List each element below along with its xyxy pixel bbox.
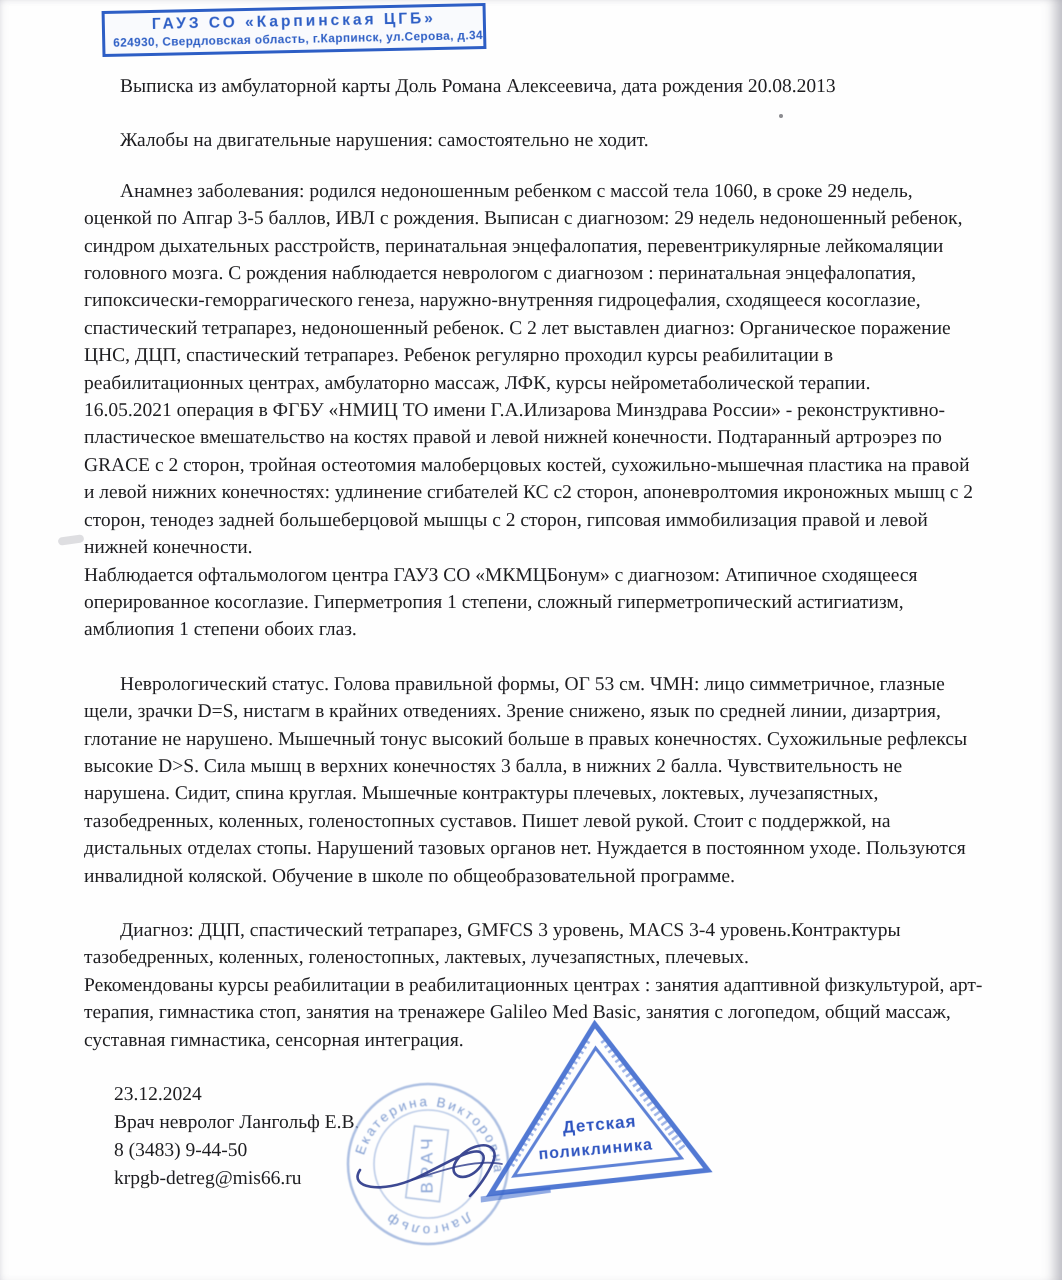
scan-artifact-dot [779,114,783,118]
scan-artifact-smudge [58,534,85,546]
triangle-polyclinic-stamp [475,1014,722,1222]
round-stamp-bottom-arc-text: Лангольф [381,1209,475,1239]
triangle-stamp-line1: Детская [561,1111,638,1138]
round-stamp-center-text: ВРАЧ [417,1134,437,1194]
ophthalmology-paragraph: Наблюдается офтальмологом центра ГАУЗ СО «МКМЦБонум» с диагнозом: Атипичное сходящееся оперированное косоглазие. Гиперметропия 1 степени, сложный гиперметропический астигиатизм, амблиопия 1 степени обоих глаз. [84,564,918,641]
recommendations-paragraph: Рекомендованы курсы реабилитации в реабилитационных центрах : занятия адаптивной физкультурой, арт-терапия, гимнастика стоп, занятия на тренажере Galileo Med Basic, занятия с логопедом, общий массаж, суставная гимнастика, сенсорная интеграция. [84,974,983,1051]
clinic-header-stamp [102,3,487,57]
document-date: 23.12.2024 [114,1084,202,1105]
anamnesis-paragraph: Анамнез заболевания: родился недоношенным ребенком с массой тела 1060, в сроке 29 недель, оценкой по Апгар 3-5 баллов, ИВЛ с рождения. Выписан с диагнозом: 29 недель недоношенный ребенок, синдром дыхательных расстройств, перинатальная энцефалопатия, перевентрикулярные лейкомаляции головного мозга. С рождения наблюдается неврологом с диагнозом : перинатальная энцефалопатия, гипоксически-геморрагического генеза, наружно-внутренняя гидроцефалия, сходящееся косоглазие, спастический тетрапарез, недоношенный ребенок. С 2 лет выставлен диагноз: Органическое поражение ЦНС, ДЦП, спастический тетрапарез. Ребенок регулярно проходил курсы реабилитации в реабилитационных центрах, амбулаторно массаж, ЛФК, курсы нейрометаболической терапии. [84,180,963,394]
document-title: Выписка из амбулаторной карты Доль Романа Алексеевича, дата рождения 20.08.2013 [120,76,836,97]
clinic-name: ГАУЗ СО «Карпинская ЦГБ» [151,10,437,33]
doctor-name: Врач невролог Лангольф Е.В. [114,1112,360,1133]
svg-text:Лангольф [382,1209,475,1238]
triangle-stamp-line2: поликлиника [537,1136,654,1164]
diagnosis-paragraph: Диагноз: ДЦП, спастический тетрапарез, GMFCS 3 уровень, MACS 3-4 уровень.Контрактуры тазобедренных, коленных, голеностопных, лактевых, лучезапястных, плечевых. [84,919,901,969]
phone-number: 8 (3483) 9-44-50 [114,1140,248,1161]
neuro-status-paragraph: Неврологический статус. Голова правильной формы, ОГ 53 см. ЧМН: лицо симметричное, глазные щели, зрачки D=S, нистагм в крайних отведениях. Зрение снижено, язык по средней линии, дизартрия, глотание не нарушено. Мышечный тонус высокий больше в правых конечностях. Сухожильные рефлексы высокие D>S. Сила мышц в верхних конечностях 3 балла, в нижних 2 балла. Чувствительность не нарушена. Сидит, спина круглая. Мышечные контрактуры плечевых, локтевых, лучезапястных, тазобедренных, коленных, голеностопных суставов. Пишет левой рукой. Стоит с поддержкой, на дистальных отделах стопы. Нарушений тазовых органов нет. Нуждается в постоянном уходе. Пользуются инвалидной коляской. Обучение в школе по общеобразовательной программе. [84,673,968,887]
email-address: krpgb-detreg@mis66.ru [114,1168,302,1189]
complaints-paragraph: Жалобы на двигательные нарушения: самостоятельно не ходит. [120,130,649,152]
round-stamp-top-arc-text: Екатерина Викторовна [352,1093,507,1175]
operation-paragraph: 16.05.2021 операция в ФГБУ «НМИЦ ТО имени Г.А.Илизарова Минздрава России» - реконструктивно-пластическое вмешательство на костях правой и левой нижней конечности. Подтаранный артроэрез по GRACE с 2 сторон, тройная остеотомия малоберцовых костей, сухожильно-мышечная пластика на правой и левой нижних конечностях: удлинение сгибателей КС с2 сторон, апоневролтомия икроножных мышц с 2 сторон, тенодез задней большеберцовой мышцы с 2 сторон, гипсовая иммобилизация правой и левой нижней конечности. [84,400,974,559]
clinic-address: 624930, Свердловская область, г.Карпинск, ул.Серова, д.34 [113,28,484,50]
